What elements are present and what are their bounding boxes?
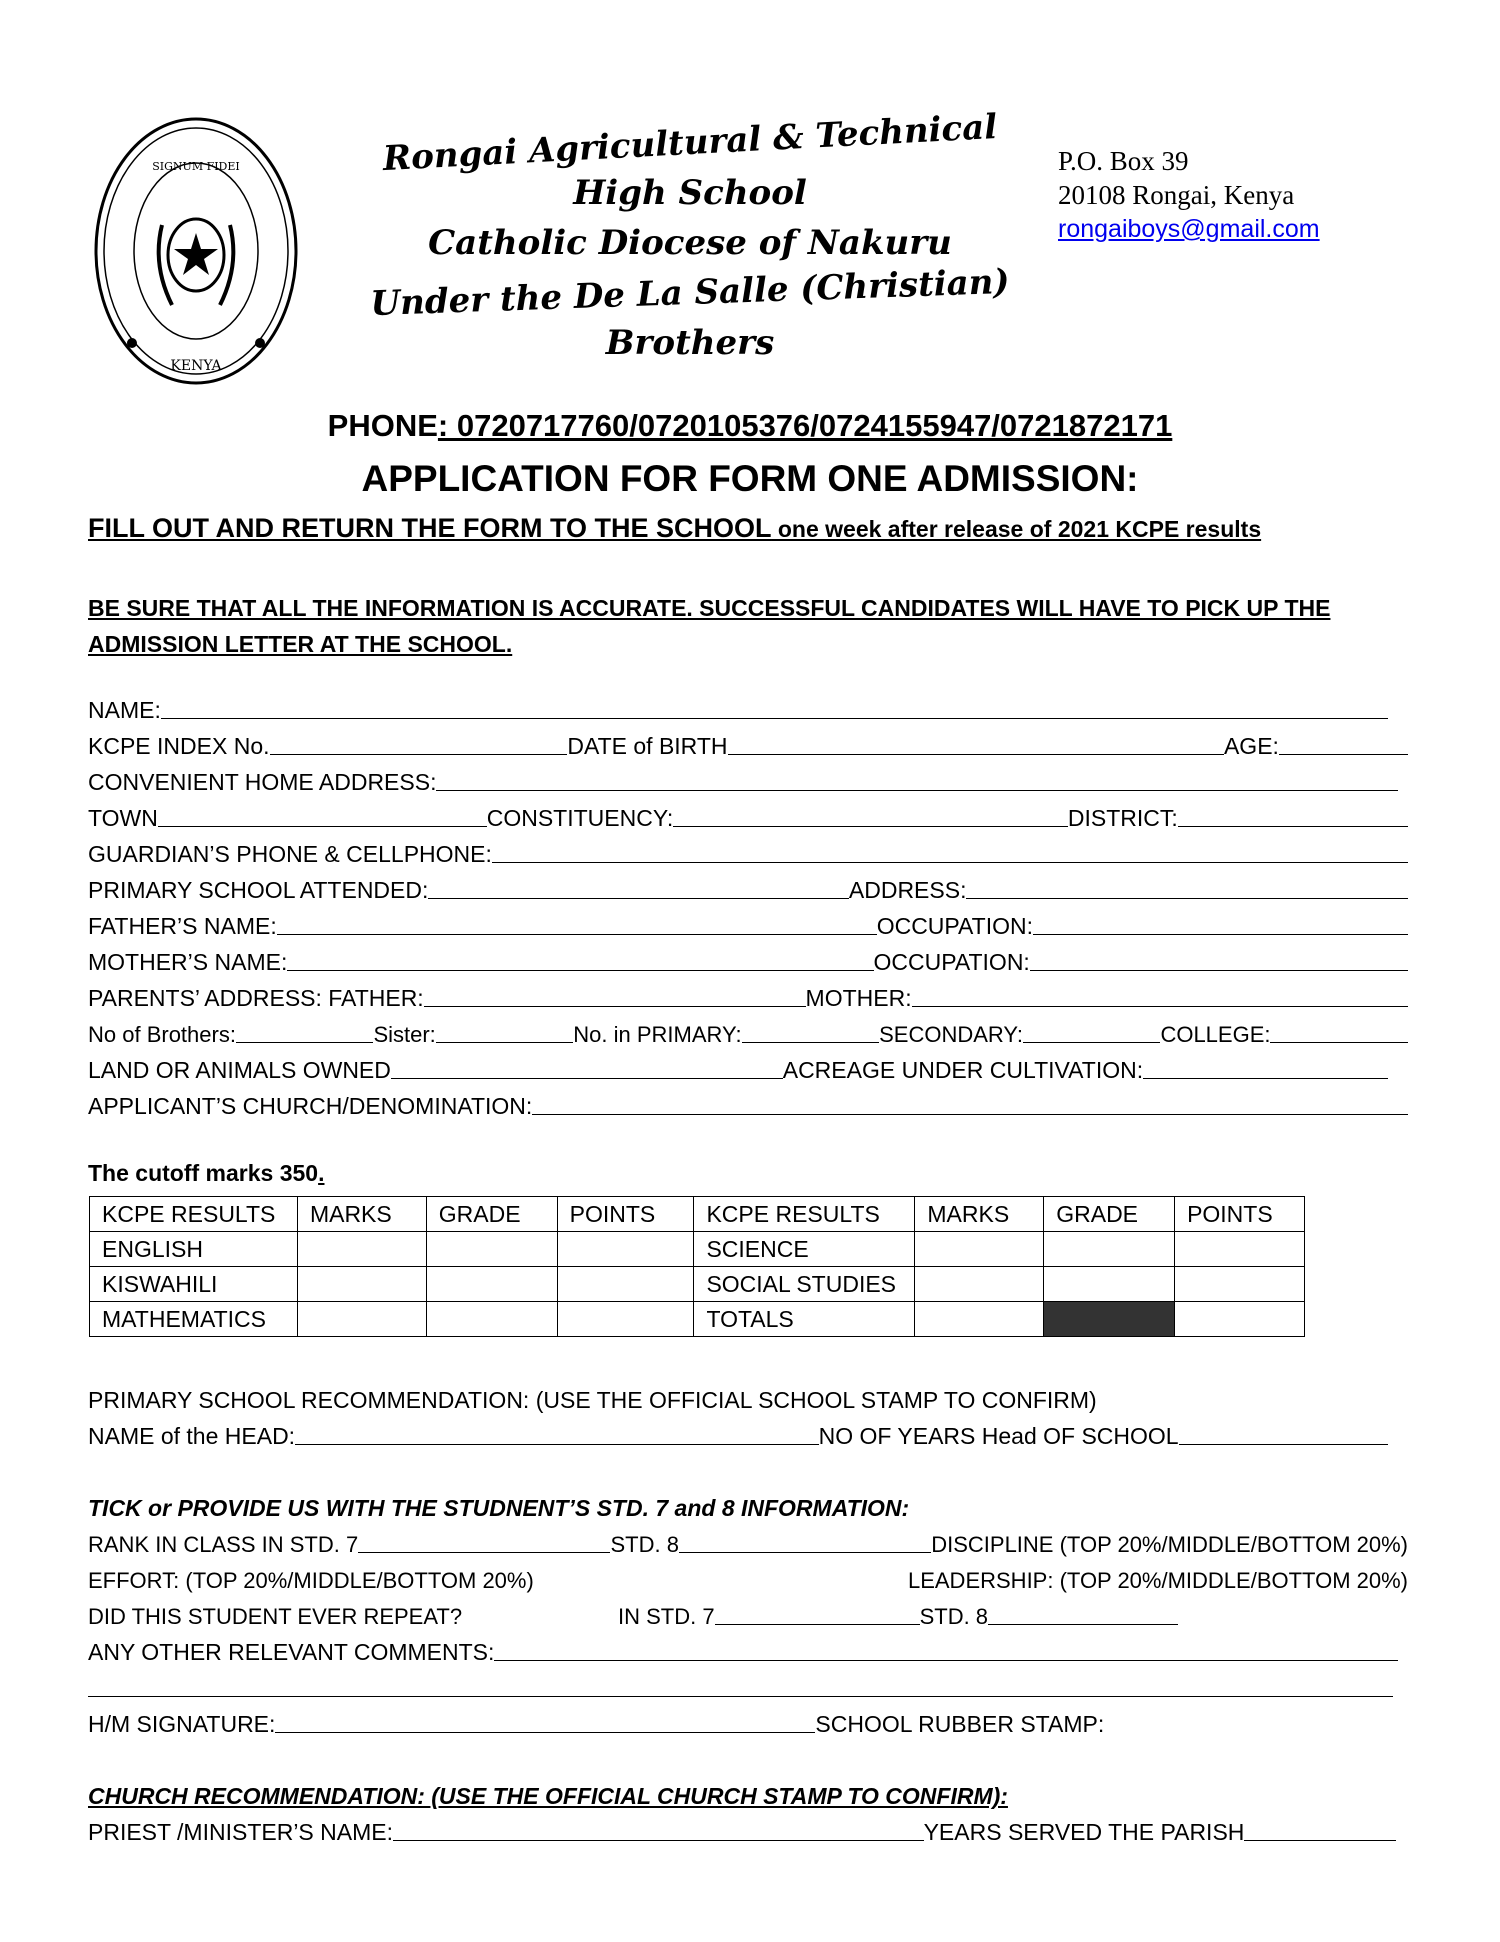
row-name: [88, 690, 1408, 724]
points-cell[interactable]: [557, 1302, 694, 1337]
row-siblings: [88, 1014, 1408, 1048]
dob-input[interactable]: [728, 754, 1224, 755]
hm-signature-label: H/M SIGNATURE:: [88, 1711, 276, 1737]
kcpe-index-label: KCPE INDEX No.: [88, 733, 270, 759]
comments-input[interactable]: [494, 1660, 1398, 1661]
head-name-label: NAME of the HEAD:: [88, 1423, 296, 1449]
sister-input[interactable]: [436, 1042, 573, 1043]
school-line: High School: [573, 173, 807, 213]
constituency-input[interactable]: [673, 826, 1068, 827]
row-repeat: [88, 1596, 1408, 1630]
father-occupation-label: OCCUPATION:: [876, 913, 1034, 939]
rank-std7-label: RANK IN CLASS IN STD. 7: [88, 1532, 359, 1557]
postal-address: 20108 Rongai, Kenya: [1058, 180, 1295, 210]
repeat-std7-input[interactable]: [715, 1624, 920, 1625]
primary-recommendation-label: PRIMARY SCHOOL RECOMMENDATION: (USE THE OFFICIAL SCHOOL STAMP TO CONFIRM): [88, 1387, 1097, 1413]
father-address-input[interactable]: [424, 1006, 806, 1007]
priest-name-label: PRIEST /MINISTER’S NAME:: [88, 1819, 394, 1845]
school-line: Rongai Agricultural & Technical: [381, 106, 999, 180]
marks-cell[interactable]: [297, 1267, 426, 1302]
table-row: [90, 1267, 1305, 1302]
cutoff-note: [88, 1160, 324, 1187]
school-line: Brothers: [605, 323, 775, 363]
constituency-label: CONSTITUENCY:: [486, 805, 674, 831]
email-link[interactable]: rongaiboys@gmail.com: [1058, 215, 1320, 243]
mother-occupation-input[interactable]: [1030, 970, 1408, 971]
repeat-label: DID THIS STUDENT EVER REPEAT?: [88, 1604, 463, 1629]
row-church: [88, 1086, 1408, 1120]
grade-cell[interactable]: [1044, 1267, 1175, 1302]
primary-address-label: ADDRESS:: [848, 877, 967, 903]
header-cell: GRADE: [1044, 1197, 1175, 1232]
row-rank: [88, 1524, 1408, 1558]
father-name-input[interactable]: [277, 934, 877, 935]
school-stamp-label: SCHOOL RUBBER STAMP:: [815, 1711, 1105, 1737]
svg-text:KENYA: KENYA: [170, 358, 222, 374]
discipline-option[interactable]: DISCIPLINE (TOP 20%/MIDDLE/BOTTOM 20%): [931, 1532, 1409, 1557]
college-label: COLLEGE:: [1160, 1022, 1271, 1047]
primary-address-input[interactable]: [966, 898, 1408, 899]
phone-numbers: : 0720717760/0720105376/0724155947/0721872171: [437, 408, 1173, 443]
row-primary-recommendation: [88, 1380, 1408, 1414]
points-cell[interactable]: [557, 1267, 694, 1302]
church-input[interactable]: [532, 1114, 1408, 1115]
row-comments-continued: [88, 1668, 1408, 1702]
secondary-label: SECONDARY:: [879, 1022, 1023, 1047]
svg-text:SIGNUM FIDEI: SIGNUM FIDEI: [152, 160, 240, 173]
sister-label: Sister:: [373, 1022, 436, 1047]
mother-occupation-label: OCCUPATION:: [873, 949, 1030, 975]
row-hm-signature: [88, 1704, 1408, 1738]
row-church-heading: [88, 1776, 1408, 1810]
acreage-label: ACREAGE UNDER CULTIVATION:: [782, 1057, 1144, 1083]
points-cell[interactable]: [557, 1232, 694, 1267]
row-effort: [88, 1560, 1408, 1594]
leadership-option[interactable]: LEADERSHIP: (TOP 20%/MIDDLE/BOTTOM 20%): [907, 1568, 1408, 1593]
years-head-label: NO OF YEARS Head OF SCHOOL: [818, 1423, 1179, 1449]
student-info-heading: TICK or PROVIDE US WITH THE STUDNENT’S STD. 7 and 8 INFORMATION:: [88, 1495, 910, 1521]
brothers-label: No of Brothers:: [88, 1022, 236, 1047]
school-line: Under the De La Salle (Christian): [369, 261, 1011, 325]
return-instruction: [88, 513, 1261, 544]
row-priest: [88, 1812, 1408, 1846]
school-name-block: [340, 106, 1040, 368]
hm-signature-input[interactable]: [275, 1732, 815, 1733]
subject-cell: TOTALS: [694, 1302, 915, 1337]
age-label: AGE:: [1223, 733, 1279, 759]
parents-address-label: PARENTS’ ADDRESS: FATHER:: [88, 985, 424, 1011]
points-cell[interactable]: [1175, 1302, 1305, 1337]
cutoff-dot: .: [318, 1160, 325, 1186]
mother-address-input[interactable]: [912, 1006, 1408, 1007]
form-title: APPLICATION FOR FORM ONE ADMISSION:: [361, 458, 1139, 499]
subject-cell: SOCIAL STUDIES: [694, 1267, 915, 1302]
subject-cell: ENGLISH: [90, 1232, 298, 1267]
grade-cell[interactable]: [1044, 1232, 1175, 1267]
subject-cell: MATHEMATICS: [90, 1302, 298, 1337]
rank-std8-input[interactable]: [679, 1552, 931, 1553]
years-served-label: YEARS SERVED THE PARISH: [923, 1819, 1245, 1845]
age-input[interactable]: [1279, 754, 1408, 755]
school-line: Catholic Diocese of Nakuru: [428, 223, 952, 263]
repeat-std8-label: STD. 8: [919, 1604, 989, 1629]
priest-name-input[interactable]: [393, 1840, 924, 1841]
address-block: [1058, 144, 1320, 246]
header-cell: KCPE RESULTS: [90, 1197, 298, 1232]
header-cell: MARKS: [915, 1197, 1044, 1232]
brothers-input[interactable]: [236, 1042, 373, 1043]
shaded-grade-cell: [1044, 1302, 1175, 1337]
church-label: APPLICANT’S CHURCH/DENOMINATION:: [88, 1093, 533, 1119]
table-row: [90, 1232, 1305, 1267]
marks-cell[interactable]: [915, 1267, 1044, 1302]
mother-address-label: MOTHER:: [805, 985, 912, 1011]
land-label: LAND OR ANIMALS OWNED: [88, 1057, 391, 1083]
header-cell: POINTS: [1175, 1197, 1305, 1232]
father-name-label: FATHER’S NAME:: [88, 913, 277, 939]
repeat-std7-label: IN STD. 7: [618, 1604, 715, 1629]
phone-line: [0, 408, 1500, 444]
row-head: [88, 1416, 1408, 1450]
marks-cell[interactable]: [297, 1232, 426, 1267]
header-cell: KCPE RESULTS: [694, 1197, 915, 1232]
rank-std7-input[interactable]: [358, 1552, 610, 1553]
row-land: [88, 1050, 1408, 1084]
repeat-std8-input[interactable]: [988, 1624, 1178, 1625]
grade-cell[interactable]: [426, 1302, 557, 1337]
rank-std8-label: STD. 8: [610, 1532, 679, 1557]
town-label: TOWN: [88, 805, 158, 831]
marks-cell[interactable]: [915, 1302, 1044, 1337]
district-input[interactable]: [1178, 826, 1408, 827]
name-input[interactable]: [161, 718, 1388, 719]
years-served-input[interactable]: [1244, 1840, 1396, 1841]
secondary-input[interactable]: [1023, 1042, 1160, 1043]
guardian-phone-input[interactable]: [492, 862, 1408, 863]
comments-input-line2[interactable]: [88, 1696, 1393, 1697]
primary-school-label: PRIMARY SCHOOL ATTENDED:: [88, 877, 429, 903]
kcpe-results-table: [89, 1196, 1305, 1337]
header-cell: POINTS: [557, 1197, 694, 1232]
acreage-input[interactable]: [1143, 1078, 1388, 1079]
row-father: [88, 906, 1408, 940]
subject-cell: SCIENCE: [694, 1232, 915, 1267]
marks-cell[interactable]: [915, 1232, 1044, 1267]
header-cell: MARKS: [297, 1197, 426, 1232]
college-input[interactable]: [1270, 1042, 1407, 1043]
row-parents-address: [88, 978, 1408, 1012]
primary-school-input[interactable]: [428, 898, 849, 899]
district-label: DISTRICT:: [1067, 805, 1178, 831]
comments-label: ANY OTHER RELEVANT COMMENTS:: [88, 1639, 495, 1665]
points-cell[interactable]: [1175, 1232, 1305, 1267]
town-input[interactable]: [158, 826, 487, 827]
grade-cell[interactable]: [426, 1232, 557, 1267]
row-town: [88, 798, 1408, 832]
father-occupation-input[interactable]: [1033, 934, 1408, 935]
subject-cell: KISWAHILI: [90, 1267, 298, 1302]
row-student-heading: [88, 1488, 1408, 1522]
cutoff-text: The cutoff marks 350: [88, 1160, 319, 1186]
grade-cell[interactable]: [426, 1267, 557, 1302]
no-primary-label: No. in PRIMARY:: [573, 1022, 742, 1047]
po-box: P.O. Box 39: [1058, 146, 1189, 176]
marks-cell[interactable]: [297, 1302, 426, 1337]
guardian-phone-label: GUARDIAN’S PHONE & CELLPHONE:: [88, 841, 492, 867]
row-primary-school: [88, 870, 1408, 904]
kcpe-index-input[interactable]: [270, 754, 568, 755]
header-cell: GRADE: [426, 1197, 557, 1232]
instruction-sub: one week after release of 2021 KCPE results: [771, 516, 1262, 542]
school-crest-logo: [92, 115, 300, 387]
accuracy-warning: BE SURE THAT ALL THE INFORMATION IS ACCURATE. SUCCESSFUL CANDIDATES WILL HAVE TO PICK UP THE ADMISSION LETTER AT THE SCHOOL.: [88, 595, 1331, 657]
instruction-main: FILL OUT AND RETURN THE FORM TO THE SCHOOL: [88, 513, 772, 543]
home-address-input[interactable]: [436, 790, 1398, 791]
row-comments: [88, 1632, 1408, 1666]
no-primary-input[interactable]: [742, 1042, 879, 1043]
effort-option[interactable]: EFFORT: (TOP 20%/MIDDLE/BOTTOM 20%): [88, 1568, 534, 1593]
home-address-label: CONVENIENT HOME ADDRESS:: [88, 769, 437, 795]
years-head-input[interactable]: [1179, 1444, 1388, 1445]
head-name-input[interactable]: [295, 1444, 819, 1445]
dob-label: DATE of BIRTH: [567, 733, 728, 759]
phone-label: PHONE: [327, 408, 438, 443]
land-input[interactable]: [391, 1078, 783, 1079]
table-header-row: [90, 1197, 1305, 1232]
table-row: [90, 1302, 1305, 1337]
church-recommendation-heading: CHURCH RECOMMENDATION: (USE THE OFFICIAL CHURCH STAMP TO CONFIRM):: [88, 1783, 1008, 1809]
row-guardian-phone: [88, 834, 1408, 868]
row-kcpe: [88, 726, 1408, 760]
points-cell[interactable]: [1175, 1267, 1305, 1302]
row-mother: [88, 942, 1408, 976]
mother-name-input[interactable]: [287, 970, 873, 971]
name-label: NAME:: [88, 697, 161, 723]
row-home-address: [88, 762, 1408, 796]
mother-name-label: MOTHER’S NAME:: [88, 949, 288, 975]
